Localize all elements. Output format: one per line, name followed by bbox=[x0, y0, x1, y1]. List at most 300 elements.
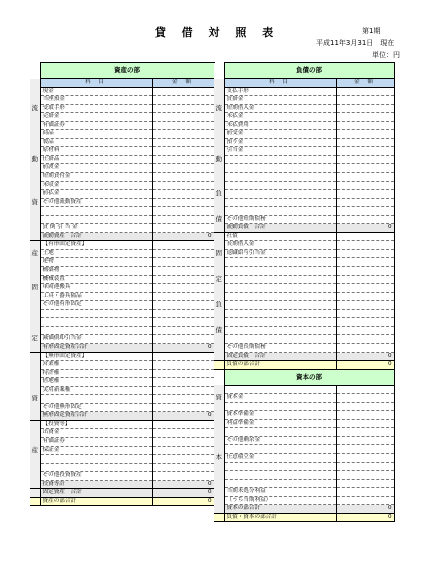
row-amount: 0 bbox=[336, 505, 394, 514]
row-amount bbox=[152, 472, 214, 481]
row-label: 製品 bbox=[40, 138, 152, 147]
table-row bbox=[214, 471, 394, 480]
side-label bbox=[30, 489, 40, 498]
row-label: 退職給与引当金 bbox=[224, 249, 336, 258]
row-label: 特許権 bbox=[40, 369, 152, 378]
side-label bbox=[214, 113, 224, 122]
row-amount bbox=[152, 241, 214, 250]
side-label: 固 bbox=[215, 249, 222, 257]
side-spacer bbox=[214, 369, 224, 385]
row-amount bbox=[152, 455, 214, 464]
row-amount bbox=[152, 224, 214, 233]
row-label: その他短期債務 bbox=[224, 215, 336, 224]
row-amount bbox=[336, 215, 394, 224]
date-label: 平成11年3月31日 現在 bbox=[316, 39, 395, 47]
side-label bbox=[30, 437, 40, 446]
row-amount bbox=[336, 471, 394, 480]
table-row bbox=[214, 335, 394, 344]
table-row bbox=[214, 258, 394, 267]
table-row bbox=[30, 309, 214, 318]
side-label bbox=[214, 445, 224, 454]
table-row bbox=[214, 419, 394, 428]
table-row bbox=[214, 411, 394, 420]
period-label: 第1期 bbox=[362, 27, 381, 35]
side-label bbox=[30, 224, 40, 233]
row-label bbox=[224, 275, 336, 284]
side-label bbox=[30, 87, 40, 96]
side-label bbox=[30, 420, 40, 429]
row-label bbox=[40, 455, 152, 464]
side-label: 流 bbox=[215, 104, 222, 112]
side-label: 資 bbox=[31, 198, 38, 206]
table-row bbox=[214, 198, 394, 207]
row-label bbox=[40, 318, 152, 327]
side-label bbox=[30, 429, 40, 438]
table-row bbox=[214, 173, 394, 182]
side-label: 債 bbox=[215, 215, 222, 223]
row-amount bbox=[152, 352, 214, 361]
table-row bbox=[214, 275, 394, 284]
side-label bbox=[30, 343, 40, 352]
row-label: 負債の部合計 bbox=[224, 361, 336, 370]
row-label: その他剰余金 bbox=[224, 436, 336, 445]
row-amount bbox=[152, 429, 214, 438]
side-label bbox=[214, 130, 224, 139]
table-row bbox=[30, 395, 214, 404]
row-label bbox=[40, 395, 152, 404]
row-amount bbox=[336, 147, 394, 156]
table-row bbox=[214, 428, 394, 437]
row-amount bbox=[152, 378, 214, 387]
row-label: 未収金 bbox=[40, 181, 152, 190]
row-label: その他投資資産 bbox=[40, 472, 152, 481]
table-row bbox=[30, 497, 214, 506]
row-amount bbox=[152, 121, 214, 130]
row-label: 【無形固定資産】 bbox=[40, 352, 152, 361]
row-label: 【有形固定資産】 bbox=[40, 241, 152, 250]
side-spacer bbox=[30, 63, 40, 79]
row-amount bbox=[152, 369, 214, 378]
table-row bbox=[214, 207, 394, 216]
side-label bbox=[30, 455, 40, 464]
side-label bbox=[30, 352, 40, 361]
side-label bbox=[214, 232, 224, 241]
row-label bbox=[224, 326, 336, 335]
row-amount bbox=[152, 181, 214, 190]
side-label bbox=[214, 267, 224, 276]
table-row bbox=[214, 309, 394, 318]
side-label: 動 bbox=[215, 155, 222, 163]
row-amount bbox=[336, 318, 394, 327]
row-amount bbox=[152, 386, 214, 395]
row-label: 資本準備金 bbox=[224, 411, 336, 420]
table-row bbox=[214, 121, 394, 130]
row-amount bbox=[152, 207, 214, 216]
side-label: 負 bbox=[215, 189, 222, 198]
table-row bbox=[30, 455, 214, 464]
row-amount bbox=[336, 164, 394, 173]
side-label bbox=[30, 113, 40, 122]
side-label bbox=[214, 224, 224, 233]
row-amount bbox=[152, 309, 214, 318]
row-amount bbox=[336, 190, 394, 199]
table-row bbox=[214, 190, 394, 199]
assets-table bbox=[30, 62, 215, 506]
row-label bbox=[224, 181, 336, 190]
row-label bbox=[224, 471, 336, 480]
row-amount bbox=[336, 335, 394, 344]
table-row bbox=[30, 258, 214, 267]
side-label bbox=[30, 326, 40, 335]
row-label: 未払金 bbox=[224, 113, 336, 122]
row-amount bbox=[336, 284, 394, 293]
row-label bbox=[224, 428, 336, 437]
table-row bbox=[214, 138, 394, 147]
table-row bbox=[214, 241, 394, 250]
table-row bbox=[214, 462, 394, 471]
side-label bbox=[214, 173, 224, 182]
table-row bbox=[30, 173, 214, 182]
side-label bbox=[214, 335, 224, 344]
row-amount bbox=[336, 241, 394, 250]
row-amount bbox=[336, 488, 394, 497]
row-amount: 0 bbox=[152, 497, 214, 506]
row-label: 前受金 bbox=[224, 130, 336, 139]
row-amount bbox=[336, 96, 394, 105]
side-label bbox=[30, 207, 40, 216]
table-row bbox=[214, 215, 394, 224]
table-row bbox=[214, 445, 394, 454]
row-label bbox=[224, 267, 336, 276]
row-amount bbox=[336, 173, 394, 182]
table-row bbox=[30, 249, 214, 258]
row-label: 借地権 bbox=[40, 378, 152, 387]
row-label bbox=[224, 479, 336, 488]
table-row bbox=[30, 361, 214, 370]
row-label: 当期未処分利益 bbox=[224, 488, 336, 497]
table-row bbox=[30, 121, 214, 130]
side-label bbox=[30, 121, 40, 130]
row-amount bbox=[152, 292, 214, 301]
liabilities-capital-table bbox=[214, 62, 395, 522]
row-label: 前渡金 bbox=[40, 164, 152, 173]
table-row bbox=[214, 130, 394, 139]
table-row bbox=[214, 181, 394, 190]
side-label bbox=[30, 241, 40, 250]
side-label bbox=[214, 147, 224, 156]
table-row bbox=[214, 249, 394, 258]
row-label: 投資等計 bbox=[40, 480, 152, 489]
table-row bbox=[30, 224, 214, 233]
column-header-amount: 金 額 bbox=[336, 79, 394, 88]
side-label bbox=[30, 181, 40, 190]
side-label: 固 bbox=[31, 283, 38, 292]
table-row bbox=[214, 292, 394, 301]
row-label: 構築物 bbox=[40, 267, 152, 276]
row-label: 受取手形 bbox=[40, 104, 152, 113]
row-label bbox=[224, 402, 336, 411]
row-amount bbox=[152, 87, 214, 96]
side-label bbox=[30, 378, 40, 387]
table-row bbox=[30, 420, 214, 429]
side-label bbox=[30, 275, 40, 284]
row-amount bbox=[152, 326, 214, 335]
table-row bbox=[30, 326, 214, 335]
row-amount bbox=[152, 190, 214, 199]
row-amount bbox=[336, 301, 394, 310]
row-label bbox=[40, 326, 152, 335]
table-row bbox=[30, 155, 214, 164]
row-amount bbox=[152, 318, 214, 327]
side-label bbox=[30, 463, 40, 472]
row-label bbox=[224, 309, 336, 318]
row-label: その他長期債務 bbox=[224, 343, 336, 352]
side-label bbox=[30, 147, 40, 156]
row-label bbox=[224, 462, 336, 471]
row-amount bbox=[336, 394, 394, 403]
row-amount bbox=[336, 104, 394, 113]
row-label: 出資金 bbox=[40, 429, 152, 438]
row-amount bbox=[336, 181, 394, 190]
side-label: 本 bbox=[215, 453, 222, 461]
row-label: 預り金 bbox=[224, 138, 336, 147]
row-amount bbox=[336, 155, 394, 164]
side-label bbox=[214, 513, 224, 522]
row-amount bbox=[152, 258, 214, 267]
side-label bbox=[214, 198, 224, 207]
side-label bbox=[214, 505, 224, 514]
side-label bbox=[214, 292, 224, 301]
side-label: 定 bbox=[215, 275, 222, 283]
row-amount bbox=[336, 249, 394, 258]
row-label bbox=[224, 284, 336, 293]
row-label bbox=[40, 215, 152, 224]
row-label bbox=[224, 335, 336, 344]
side-label bbox=[214, 496, 224, 505]
side-label bbox=[214, 471, 224, 480]
side-label bbox=[214, 343, 224, 352]
row-label: 当座預金 bbox=[40, 96, 152, 105]
side-label bbox=[214, 352, 224, 361]
table-row bbox=[214, 436, 394, 445]
row-label: 流動資産 合計 bbox=[40, 232, 152, 241]
row-amount bbox=[152, 173, 214, 182]
table-row bbox=[214, 488, 394, 497]
side-label bbox=[214, 181, 224, 190]
table-row bbox=[30, 378, 214, 387]
row-label bbox=[224, 385, 336, 394]
side-label bbox=[30, 301, 40, 310]
row-amount bbox=[336, 402, 394, 411]
row-label: 有価証券 bbox=[40, 121, 152, 130]
row-amount bbox=[336, 479, 394, 488]
side-label bbox=[30, 497, 40, 506]
row-amount: 0 bbox=[152, 480, 214, 489]
table-row bbox=[30, 104, 214, 113]
row-label: 実用新案権 bbox=[40, 386, 152, 395]
table-row bbox=[30, 352, 214, 361]
row-amount bbox=[336, 445, 394, 454]
row-amount bbox=[336, 462, 394, 471]
table-row bbox=[214, 164, 394, 173]
table-row bbox=[30, 446, 214, 455]
side-label bbox=[214, 402, 224, 411]
side-label bbox=[214, 96, 224, 105]
row-label: 車両運搬具 bbox=[40, 284, 152, 293]
capital-header-row bbox=[214, 369, 394, 385]
side-label bbox=[30, 361, 40, 370]
side-label bbox=[30, 96, 40, 105]
row-label: 機械装置 bbox=[40, 275, 152, 284]
row-label: 長期借入金 bbox=[224, 241, 336, 250]
side-label bbox=[214, 479, 224, 488]
row-amount bbox=[336, 258, 394, 267]
row-amount bbox=[152, 198, 214, 207]
row-label bbox=[40, 207, 152, 216]
side-label bbox=[30, 232, 40, 241]
side-label bbox=[30, 412, 40, 421]
row-label: 短期借入金 bbox=[224, 104, 336, 113]
row-amount bbox=[152, 284, 214, 293]
row-label: 支払手形 bbox=[224, 87, 336, 96]
table-row bbox=[30, 87, 214, 96]
row-label bbox=[224, 155, 336, 164]
row-label bbox=[224, 318, 336, 327]
side-label bbox=[30, 173, 40, 182]
row-label: 未払費用 bbox=[224, 121, 336, 130]
table-row bbox=[214, 147, 394, 156]
table-row bbox=[30, 412, 214, 421]
document-title: 貸 借 対 照 表 bbox=[154, 26, 280, 39]
side-label bbox=[214, 361, 224, 370]
row-label: 社債 bbox=[224, 232, 336, 241]
row-amount bbox=[336, 267, 394, 276]
section-header: 負債の部 bbox=[224, 63, 394, 79]
row-label: 固定負債 合計 bbox=[224, 352, 336, 361]
table-row bbox=[30, 489, 214, 498]
side-label bbox=[214, 284, 224, 293]
side-label bbox=[214, 428, 224, 437]
row-amount bbox=[152, 446, 214, 455]
row-label: 減価償却引当金 bbox=[40, 335, 152, 344]
side-spacer bbox=[30, 79, 40, 88]
side-label bbox=[214, 164, 224, 173]
side-label bbox=[30, 292, 40, 301]
row-amount bbox=[336, 436, 394, 445]
table-row bbox=[30, 275, 214, 284]
table-row bbox=[30, 403, 214, 412]
side-label bbox=[30, 318, 40, 327]
table-row bbox=[30, 318, 214, 327]
row-label: 有形固定資産合計 bbox=[40, 343, 152, 352]
side-spacer bbox=[214, 79, 224, 88]
row-label: 貸 倒 引 当 金 bbox=[40, 224, 152, 233]
table-row bbox=[214, 318, 394, 327]
section-header: 資産の部 bbox=[40, 63, 214, 79]
row-label bbox=[224, 301, 336, 310]
row-amount bbox=[152, 113, 214, 122]
side-label bbox=[30, 472, 40, 481]
table-row bbox=[30, 207, 214, 216]
row-amount bbox=[336, 292, 394, 301]
row-label: その他有形固定 bbox=[40, 301, 152, 310]
row-amount bbox=[152, 138, 214, 147]
row-amount: 0 bbox=[336, 513, 394, 522]
row-label: 任意積立金 bbox=[224, 453, 336, 462]
side-label bbox=[30, 386, 40, 395]
row-amount bbox=[336, 428, 394, 437]
row-amount bbox=[152, 164, 214, 173]
side-label bbox=[30, 215, 40, 224]
row-amount bbox=[152, 267, 214, 276]
row-amount bbox=[336, 207, 394, 216]
table-row bbox=[214, 402, 394, 411]
row-label: 営業権 bbox=[40, 361, 152, 370]
row-label: 商品 bbox=[40, 130, 152, 139]
side-label bbox=[214, 318, 224, 327]
column-header-row bbox=[30, 79, 214, 88]
table-row bbox=[30, 113, 214, 122]
row-amount bbox=[152, 335, 214, 344]
side-label: 負 bbox=[215, 300, 222, 309]
row-amount bbox=[336, 121, 394, 130]
table-row bbox=[214, 496, 394, 505]
side-label bbox=[214, 241, 224, 250]
side-label bbox=[214, 462, 224, 471]
row-label: 資本金 bbox=[224, 394, 336, 403]
side-label bbox=[214, 488, 224, 497]
row-amount bbox=[336, 275, 394, 284]
row-amount bbox=[152, 155, 214, 164]
side-label: 債 bbox=[215, 326, 222, 334]
row-amount bbox=[336, 453, 394, 462]
side-label bbox=[30, 309, 40, 318]
side-label bbox=[214, 207, 224, 216]
row-label: 無形固定資産合計 bbox=[40, 412, 152, 421]
column-header-item: 科 目 bbox=[40, 79, 152, 88]
row-label: その他流動資産 bbox=[40, 198, 152, 207]
row-amount bbox=[336, 496, 394, 505]
table-row bbox=[214, 301, 394, 310]
table-row bbox=[214, 87, 394, 96]
column-header-item: 科 目 bbox=[224, 79, 336, 88]
table-row bbox=[30, 472, 214, 481]
side-label bbox=[214, 419, 224, 428]
table-row bbox=[30, 292, 214, 301]
row-amount bbox=[152, 96, 214, 105]
section-header-row bbox=[30, 63, 214, 79]
row-amount bbox=[336, 419, 394, 428]
row-label bbox=[40, 309, 152, 318]
row-label: 負債・資本の部合計 bbox=[224, 513, 336, 522]
table-row bbox=[30, 369, 214, 378]
side-label bbox=[30, 403, 40, 412]
row-amount bbox=[152, 147, 214, 156]
row-amount bbox=[336, 113, 394, 122]
side-label: 定 bbox=[31, 334, 38, 343]
row-amount bbox=[152, 301, 214, 310]
row-label: 前払金 bbox=[40, 190, 152, 199]
table-row bbox=[214, 96, 394, 105]
row-label: 建物 bbox=[40, 258, 152, 267]
side-label bbox=[214, 411, 224, 420]
table-row bbox=[30, 386, 214, 395]
side-label bbox=[30, 258, 40, 267]
row-amount bbox=[152, 104, 214, 113]
row-label bbox=[224, 190, 336, 199]
table-row bbox=[214, 453, 394, 462]
row-amount: 0 bbox=[152, 232, 214, 241]
